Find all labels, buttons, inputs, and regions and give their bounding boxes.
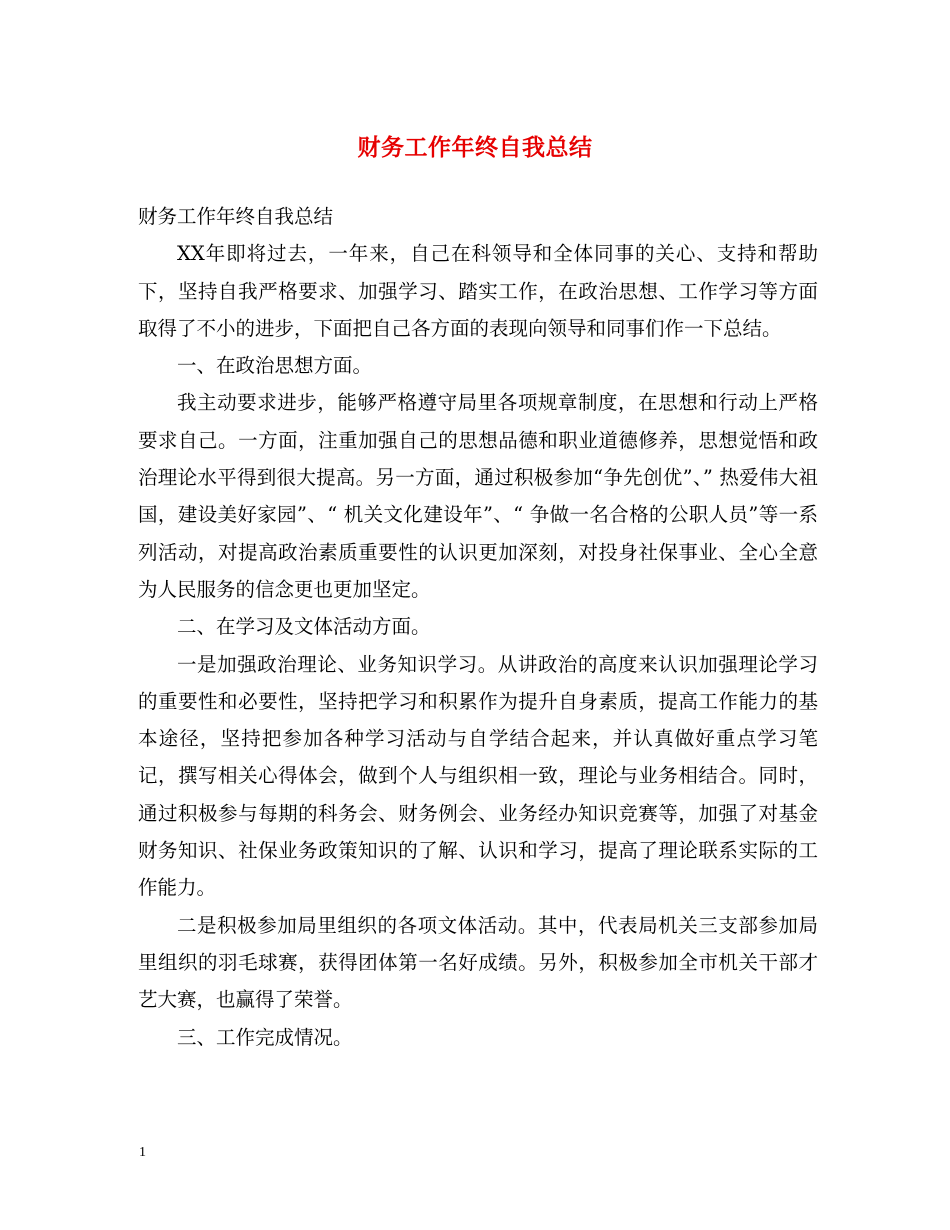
- section-heading-political: 一、在政治思想方面。: [177, 354, 373, 378]
- paragraph-subtitle: 财务工作年终自我总结: [138, 205, 334, 228]
- page-number: 1: [139, 1145, 146, 1160]
- paragraph-study-activities: 二是积极参加局里组织的各项文体活动。其中，代表局机关三支部参加局里组织的羽毛球赛，获得团体第一名好成绩。另外，积极参加全市机关干部才艺大赛，也赢得了荣誉。: [138, 913, 818, 1012]
- paragraph-study-theory: 一是加强政治理论、业务知识学习。从讲政治的高度来认识加强理论学习的重要性和必要性，坚持把学习和积累作为提升自身素质，提高工作能力的基本途径，坚持把参加各种学习活动与自学结合起来，并认真做好重点学习笔记，撰写相关心得体会，做到个人与组织相一致，理论与业务相结合。同时，通过积极参与每期的科务会、财务例会、业务经办知识竞赛等，加强了对基金财务知识、社保业务政策知识的了解、认识和学习，提高了理论联系实际的工作能力。: [138, 652, 818, 900]
- document-title: 财务工作年终自我总结: [357, 134, 593, 161]
- section-heading-work: 三、工作完成情况。: [177, 1025, 353, 1049]
- paragraph-intro: XX年即将过去，一年来，自己在科领导和全体同事的关心、支持和帮助下，坚持自我严格要求、加强学习、踏实工作，在政治思想、工作学习等方面取得了不小的进步，下面把自己各方面的表现向领导和同事们作一下总结。: [138, 242, 818, 340]
- section-heading-study: 二、在学习及文体活动方面。: [177, 615, 431, 639]
- paragraph-political: 我主动要求进步，能够严格遵守局里各项规章制度，在思想和行动上严格要求自己。一方面，注重加强自己的思想品德和职业道德修养，思想觉悟和政治理论水平得到很大提高。另一方面，通过积极参加“争先创优”、” 热爱伟大祖国，建设美好家园”、“ 机关文化建设年”、“ 争做一名合格的公职人员”等一系列活动，对提高政治素质重要性的认识更加深刻，对投身社保事业、全心全意为人民服务的信念更也更加坚定。: [138, 391, 818, 601]
- document-body: [138, 198, 818, 1056]
